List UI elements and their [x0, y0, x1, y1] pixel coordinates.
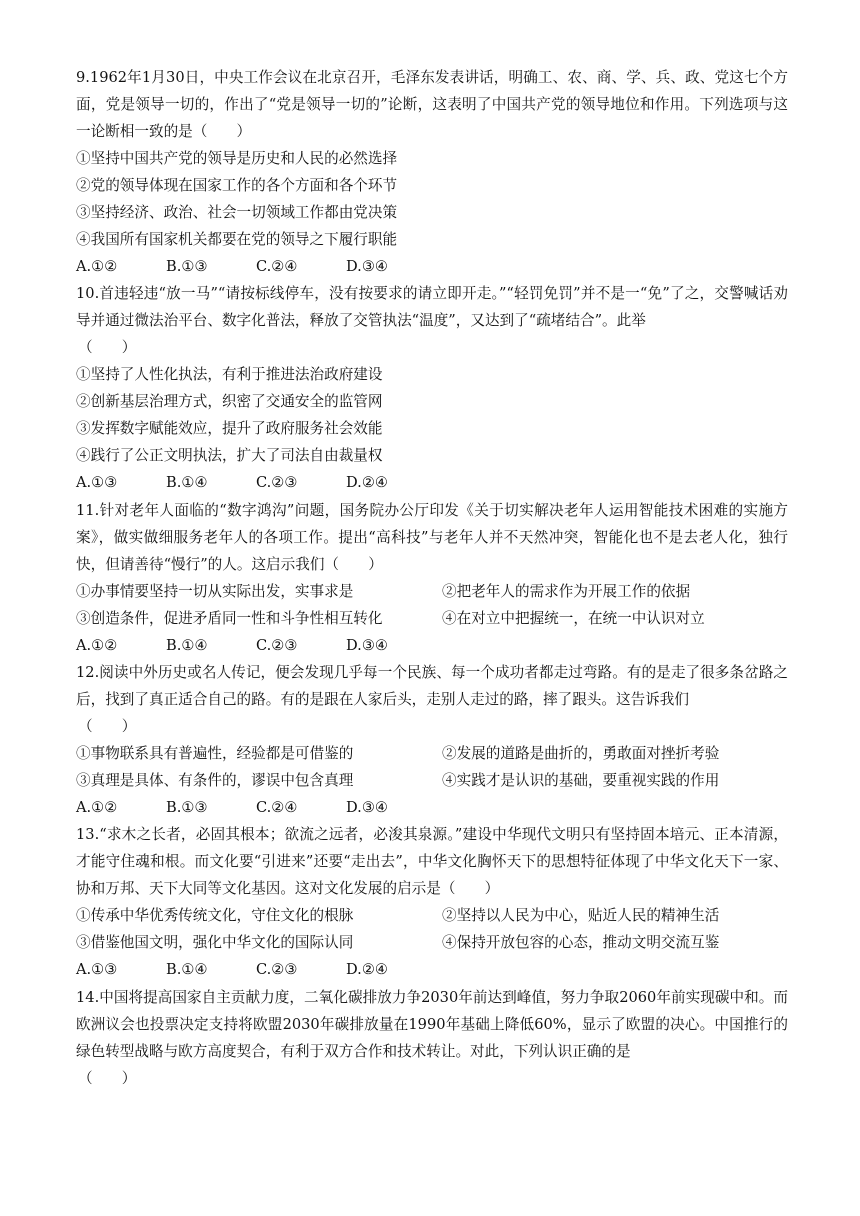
option: ①传承中华优秀传统文化，守住文化的根脉	[76, 907, 354, 924]
option-row	[76, 929, 788, 956]
option: ④保持开放包容的心态，推动文明交流互鉴	[442, 934, 720, 951]
question-stem: 13.“求木之长者，必固其根本；欲流之远者，必浚其泉源。”建设中华现代文明只有坚持固本培元、正本清源，才能守住魂和根。而文化要“引进来”还要“走出去”，中华文化胸怀天下的思想特征体现了中华文化天下一家、协和万邦、天下大同等文化基因。这对文化发展的启示是（ ）	[76, 826, 788, 897]
option: ③坚持经济、政治、社会一切领域工作都由党决策	[76, 204, 398, 221]
answer-choice-c[interactable]: C.②③	[256, 474, 298, 491]
answer-choice-c[interactable]: C.②③	[256, 961, 298, 978]
option: ④践行了公正文明执法，扩大了司法自由裁量权	[76, 447, 383, 464]
answer-choice-c[interactable]: C.②④	[256, 799, 298, 816]
option: ②创新基层治理方式，织密了交通安全的监管网	[76, 393, 383, 410]
answer-choice-d[interactable]: D.②④	[346, 474, 388, 491]
question-stem: 12.阅读中外历史或名人传记，便会发现几乎每一个民族、每一个成功者都走过弯路。有的是走了很多条岔路之后，找到了真正适合自己的路。有的是跟在人家后头，走别人走过的路，摔了跟头。这告诉我们	[76, 664, 788, 708]
answer-choice-a[interactable]: A.①②	[76, 799, 118, 816]
answer-choice-d[interactable]: D.③④	[346, 637, 388, 654]
answer-choice-d[interactable]: D.③④	[346, 799, 388, 816]
option: ②把老年人的需求作为开展工作的依据	[442, 583, 691, 600]
question-11	[76, 497, 788, 659]
option: ①坚持了人性化执法，有利于推进法治政府建设	[76, 366, 383, 383]
answer-choices	[76, 253, 788, 280]
option: ①办事情要坚持一切从实际出发，实事求是	[76, 583, 354, 600]
answer-choices	[76, 956, 788, 983]
option-row	[76, 902, 788, 929]
question-12	[76, 659, 788, 821]
question-stem: 14.中国将提高国家自主贡献力度，二氧化碳排放力争2030年前达到峰值，努力争取2060年前实现碳中和。而欧洲议会也投票决定支持将欧盟2030年碳排放量在1990年基础上降低60%，显示了欧盟的决心。中国推行的绿色转型战略与欧方高度契合，有利于双方合作和技术转让。对此，下列认识正确的是	[76, 989, 788, 1060]
option: ④我国所有国家机关都要在党的领导之下履行职能	[76, 231, 398, 248]
answer-choices	[76, 469, 788, 496]
answer-choice-d[interactable]: D.②④	[346, 961, 388, 978]
answer-choice-a[interactable]: A.①③	[76, 961, 118, 978]
answer-choice-b[interactable]: B.①④	[166, 961, 208, 978]
answer-blank: （ ）	[78, 718, 137, 735]
answer-choice-d[interactable]: D.③④	[346, 258, 388, 275]
option: ③真理是具体、有条件的，谬误中包含真理	[76, 772, 354, 789]
answer-choice-b[interactable]: B.①③	[166, 258, 208, 275]
option-row	[76, 578, 788, 605]
answer-choice-b[interactable]: B.①③	[166, 799, 208, 816]
option: ③发挥数字赋能效应，提升了政府服务社会效能	[76, 420, 383, 437]
option: ②发展的道路是曲折的，勇敢面对挫折考验	[442, 745, 720, 762]
question-10	[76, 280, 788, 496]
question-stem: 10.首违轻违“放一马”“请按标线停车，没有按要求的请立即开走。”“轻罚免罚”并不是一“免”了之，交警喊话劝导并通过微法治平台、数字化普法，释放了交管执法“温度”，又达到了“疏堵结合”。此举	[76, 285, 788, 329]
option-row	[76, 740, 788, 767]
option: ①事物联系具有普遍性，经验都是可借鉴的	[76, 745, 354, 762]
answer-blank: （ ）	[78, 1070, 137, 1087]
answer-choice-a[interactable]: A.①②	[76, 258, 118, 275]
option: ②坚持以人民为中心，贴近人民的精神生活	[442, 907, 720, 924]
question-stem: 9.1962年1月30日，中央工作会议在北京召开，毛泽东发表讲话，明确工、农、商、学、兵、政、党这七个方面，党是领导一切的，作出了“党是领导一切的”论断，这表明了中国共产党的领导地位和作用。下列选项与这一论断相一致的是（ ）	[76, 69, 788, 140]
answer-choice-a[interactable]: A.①③	[76, 474, 118, 491]
answer-choice-c[interactable]: C.②③	[256, 637, 298, 654]
answer-choice-a[interactable]: A.①②	[76, 637, 118, 654]
option: ②党的领导体现在国家工作的各个方面和各个环节	[76, 177, 398, 194]
question-13	[76, 821, 788, 983]
answer-choice-b[interactable]: B.①④	[166, 474, 208, 491]
option: ③创造条件，促进矛盾同一性和斗争性相互转化	[76, 610, 383, 627]
question-9	[76, 64, 788, 280]
option: ④在对立中把握统一，在统一中认识对立	[442, 610, 705, 627]
answer-choices	[76, 794, 788, 821]
answer-choices	[76, 632, 788, 659]
answer-blank: （ ）	[78, 339, 137, 356]
answer-choice-c[interactable]: C.②④	[256, 258, 298, 275]
option: ①坚持中国共产党的领导是历史和人民的必然选择	[76, 150, 398, 167]
option-row	[76, 605, 788, 632]
option: ③借鉴他国文明，强化中华文化的国际认同	[76, 934, 354, 951]
question-stem: 11.针对老年人面临的“数字鸿沟”问题，国务院办公厅印发《关于切实解决老年人运用智能技术困难的实施方案》，做实做细服务老年人的各项工作。提出“高科技”与老年人并不天然冲突，智能化也不是去老人化，独行快，但请善待“慢行”的人。这启示我们（ ）	[76, 502, 788, 573]
question-14	[76, 984, 788, 1092]
option: ④实践才是认识的基础，要重视实践的作用	[442, 772, 720, 789]
option-row	[76, 767, 788, 794]
answer-choice-b[interactable]: B.①④	[166, 637, 208, 654]
